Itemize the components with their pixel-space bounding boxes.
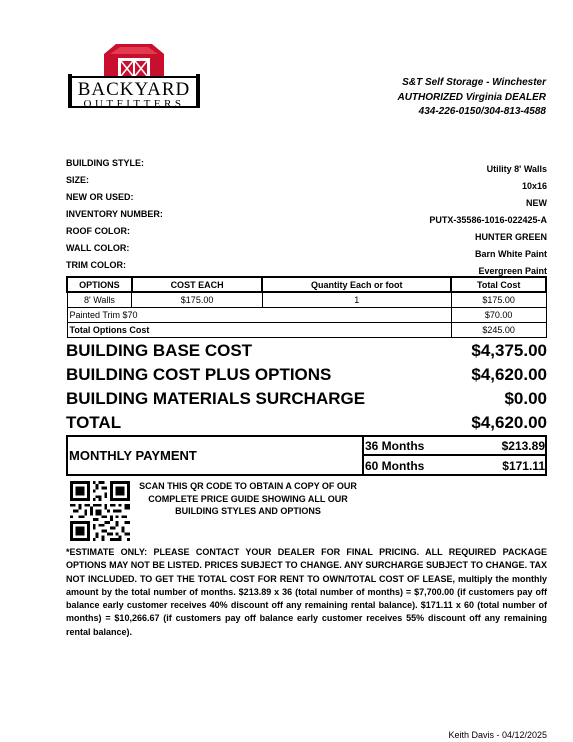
summary-materials-surcharge xyxy=(66,389,547,411)
spec-label: NEW OR USED: xyxy=(66,192,134,202)
monthly-row-36 xyxy=(364,437,547,456)
spec-label: WALL COLOR: xyxy=(66,243,130,253)
spec-label: SIZE: xyxy=(66,175,90,185)
spec-label: TRIM COLOR: xyxy=(66,260,126,270)
spec-value: Utility 8' Walls xyxy=(486,164,547,174)
signature-date: Keith Davis - 04/12/2025 xyxy=(448,730,547,740)
spec-label: BUILDING STYLE: xyxy=(66,158,144,168)
spec-value: NEW xyxy=(526,198,547,208)
monthly-amount: $171.11 xyxy=(502,459,545,473)
summary-value: $0.00 xyxy=(504,389,547,408)
spec-row-building-style xyxy=(66,158,547,174)
spec-row-roof-color xyxy=(66,226,547,242)
option-total: $175.00 xyxy=(451,292,546,307)
summary-label: BUILDING BASE COST xyxy=(66,341,253,360)
monthly-payment-box xyxy=(66,435,547,476)
summary-total xyxy=(66,413,547,435)
spec-value: HUNTER GREEN xyxy=(474,232,547,242)
spec-row-inventory-number xyxy=(66,209,547,225)
option-name: 8' Walls xyxy=(67,292,132,307)
option-cost-each: $175.00 xyxy=(132,292,262,307)
spec-value: Barn White Paint xyxy=(474,249,547,259)
options-table-header xyxy=(67,277,546,292)
summary-label: BUILDING COST PLUS OPTIONS xyxy=(66,365,332,384)
table-row xyxy=(67,292,546,307)
header-cost-each: COST EACH xyxy=(132,277,262,292)
total-options-label: Total Options Cost xyxy=(67,322,451,337)
monthly-amount: $213.89 xyxy=(501,439,545,453)
header-total-cost: Total Cost xyxy=(451,277,546,292)
painted-trim-label: Painted Trim $70 xyxy=(67,307,451,322)
summary-label: TOTAL xyxy=(66,413,122,432)
summary-value: $4,375.00 xyxy=(471,341,547,360)
summary-label: BUILDING MATERIALS SURCHARGE xyxy=(66,389,366,408)
dealer-info xyxy=(397,76,546,120)
summary-value: $4,620.00 xyxy=(471,413,547,432)
estimate-disclaimer: *ESTIMATE ONLY: PLEASE CONTACT YOUR DEALER FOR FINAL PRICING. ALL REQUIRED PACKAGE OPTIONS MAY NOT BE LISTED. PRICES SUBJECT TO CHANGE. ANY SURCHARGE SUBJECT TO CHANGE. TAX NOT INCLUDED. TO GET THE TOTAL COST FOR RENT TO OWN/TOTAL COST OF LEASE, multiply the monthly amount by the total number of months. $213.89 x 36 (total number of months) = $7,700.00 (if customers pay off balance early customer receives 40% discount off any remaining rental balance). $171.11 x 60 (total number of months) = $10,266.67 (if customers pay off balance early customer receives 55% discount off any remaining rental balance). xyxy=(66,547,547,637)
header-quantity: Quantity Each or foot xyxy=(262,277,451,292)
monthly-term: 60 Months xyxy=(365,459,425,473)
painted-trim-total: $70.00 xyxy=(451,307,546,322)
spec-value: Evergreen Paint xyxy=(478,266,547,276)
backyard-outfitters-logo xyxy=(66,40,202,110)
table-row-painted-trim xyxy=(67,307,546,322)
qr-instructions: SCAN THIS QR CODE TO OBTAIN A COPY OF OUR COMPLETE PRICE GUIDE SHOWING ALL OUR BUILDING STYLES AND OPTIONS xyxy=(139,481,357,516)
option-quantity: 1 xyxy=(262,292,451,307)
spec-row-wall-color xyxy=(66,243,547,259)
monthly-term: 36 Months xyxy=(365,439,425,453)
spec-label: ROOF COLOR: xyxy=(66,226,130,236)
dealer-phone: 434-226-0150/304-813-4588 xyxy=(418,106,546,117)
logo-wordmark: BACKYARD xyxy=(77,79,191,100)
dealer-authorization: AUTHORIZED Virginia DEALER xyxy=(397,91,546,103)
options-table xyxy=(66,276,547,338)
spec-value: 10x16 xyxy=(521,181,547,191)
monthly-payment-label: MONTHLY PAYMENT xyxy=(69,448,197,463)
summary-cost-plus-options xyxy=(66,365,547,387)
logo-subtitle: OUTFITTERS xyxy=(83,98,185,110)
spec-row-new-or-used xyxy=(66,192,547,208)
summary-base-cost xyxy=(66,341,547,363)
monthly-row-60 xyxy=(364,457,547,476)
total-options-value: $245.00 xyxy=(451,322,546,337)
spec-row-size xyxy=(66,175,547,191)
dealer-name: S&T Self Storage - Winchester xyxy=(402,77,546,88)
spec-value: PUTX-35586-1016-022425-A xyxy=(429,215,547,225)
spec-label: INVENTORY NUMBER: xyxy=(66,209,163,219)
summary-value: $4,620.00 xyxy=(471,365,547,384)
monthly-payment-rows xyxy=(362,437,545,474)
qr-code-icon[interactable] xyxy=(70,481,130,541)
header-options: OPTIONS xyxy=(67,277,132,292)
spec-row-trim-color xyxy=(66,260,547,276)
table-row-total-options xyxy=(67,322,546,337)
